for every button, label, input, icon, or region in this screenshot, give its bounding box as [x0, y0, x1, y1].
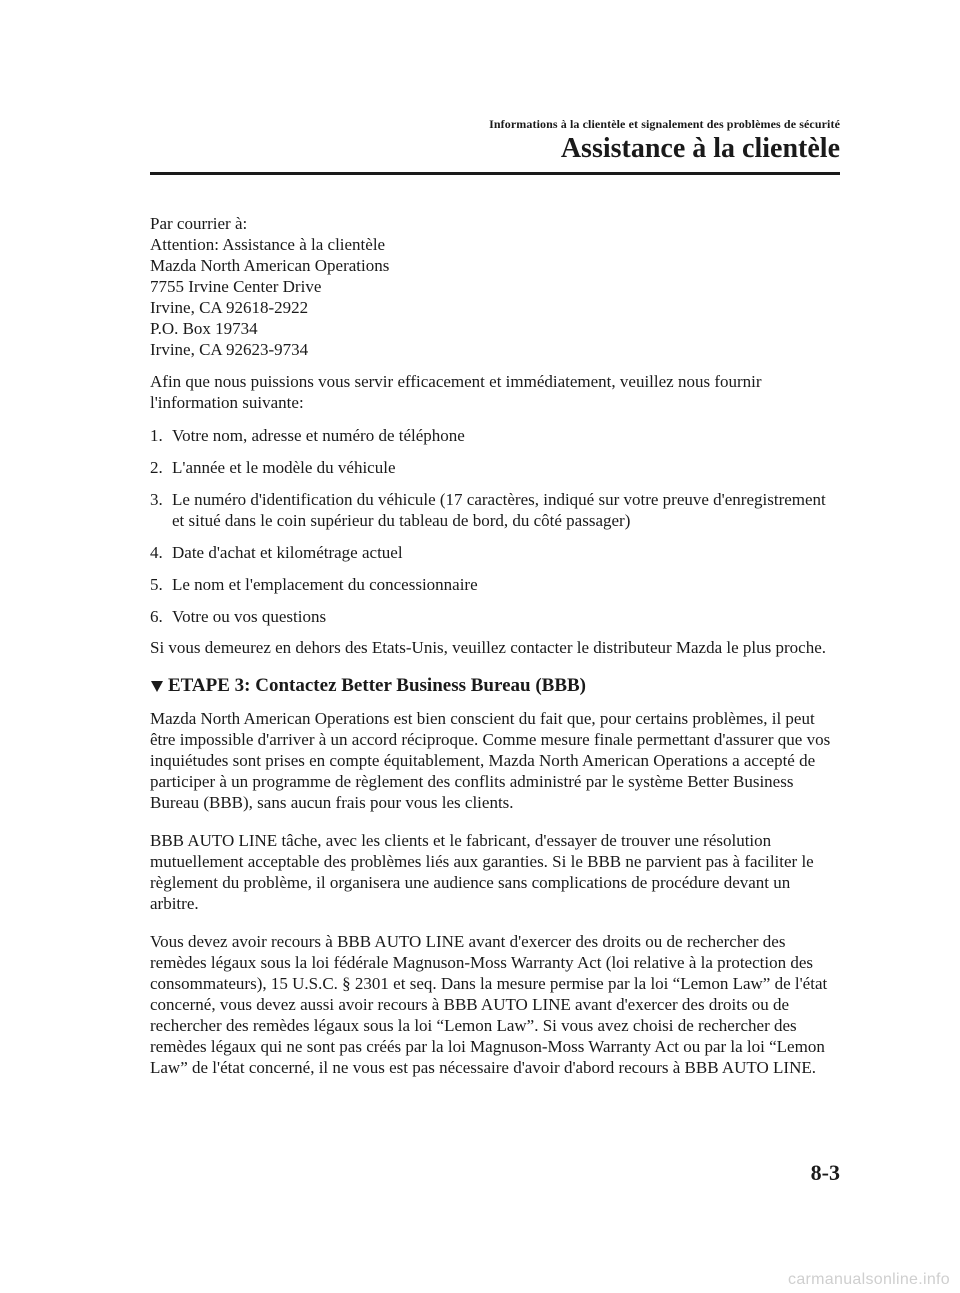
list-item — [150, 425, 840, 446]
header-divider — [150, 172, 840, 175]
address-line: Irvine, CA 92618-2922 — [150, 298, 309, 317]
list-item — [150, 542, 840, 563]
page-number: 8-3 — [810, 1160, 840, 1185]
running-header-subtitle: Informations à la clientèle et signalement des problèmes de sécurité — [489, 117, 840, 131]
list-item-text: Votre ou vos questions — [172, 607, 327, 626]
list-item-text: Le nom et l'emplacement du concessionnaire — [172, 575, 478, 594]
list-item-number: 6. — [150, 607, 163, 626]
section-heading — [150, 674, 840, 698]
list-item-text: Le numéro d'identification du véhicule (17 caractères, indiqué sur votre preuve d'enregistrement et situé dans le coin supérieur du tableau de bord, du côté passager) — [172, 490, 826, 530]
list-item-text: Votre nom, adresse et numéro de téléphone — [172, 426, 465, 445]
required-info-list — [150, 425, 840, 627]
running-header-title: Assistance à la clientèle — [560, 133, 840, 164]
address-line: Irvine, CA 92623-9734 — [150, 340, 309, 359]
intro-paragraph: Afin que nous puissions vous servir efficacement et immédiatement, veuillez nous fournir l'information suivante: — [150, 372, 762, 412]
list-item-text: Date d'achat et kilométrage actuel — [172, 543, 403, 562]
address-line: Attention: Assistance à la clientèle — [150, 235, 386, 254]
address-line: Mazda North American Operations — [150, 256, 390, 275]
page-content — [150, 213, 840, 1078]
section-paragraph-3: Vous devez avoir recours à BBB AUTO LINE avant d'exercer des droits ou de rechercher des remèdes légaux sous la loi fédérale Magnuson-Moss Warranty Act (loi relative à la protection des consommateurs), 15 U.S.C. § 2301 et seq. Dans la mesure permise par la loi “Lemon Law” de l'état concerné, vous devez aussi avoir recours à BBB AUTO LINE avant d'exercer des droits ou de rechercher des remèdes légaux sous la loi “Lemon Law”. Si vous avez choisi de rechercher des remèdes légaux qui ne sont pas créés par la loi Magnuson-Moss Warranty Act ou par la loi “Lemon Law” de l'état concerné, il ne vous est pas nécessaire d'avoir d'abord recours à BBB AUTO LINE. — [150, 932, 828, 1077]
list-item — [150, 457, 840, 478]
section-heading-text: ETAPE 3: Contactez Better Business Bureau (BBB) — [168, 675, 586, 696]
address-line: P.O. Box 19734 — [150, 319, 258, 338]
list-item — [150, 489, 840, 531]
address-line: Par courrier à: — [150, 214, 248, 233]
list-item — [150, 606, 840, 627]
list-item-number: 2. — [150, 458, 163, 477]
address-line: 7755 Irvine Center Drive — [150, 277, 322, 296]
section-paragraph-1: Mazda North American Operations est bien conscient du fait que, pour certains problèmes, il peut être impossible d'arriver à un accord réciproque. Comme mesure finale permettant d'assurer que vos inquiétudes sont prises en compte équitablement, Mazda North American Operations a accepté de participer à un programme de règlement des conflits administré par le système Better Business Bureau (BBB), sans aucun frais pour vous les clients. — [150, 709, 831, 812]
list-item-number: 4. — [150, 543, 163, 562]
list-item-number: 3. — [150, 490, 163, 509]
abroad-paragraph: Si vous demeurez en dehors des Etats-Unis, veuillez contacter le distributeur Mazda le plus proche. — [150, 638, 827, 657]
section-paragraph-2: BBB AUTO LINE tâche, avec les clients et le fabricant, d'essayer de trouver une résolution mutuellement acceptable des problèmes liés aux garanties. Si le BBB ne parvient pas à faciliter le règlement du problème, il organisera une audience sans complications de procédure devant un arbitre. — [150, 831, 814, 913]
list-item — [150, 574, 840, 595]
list-item-number: 1. — [150, 426, 163, 445]
watermark: carmanualsonline.info — [788, 1271, 950, 1288]
list-item-number: 5. — [150, 575, 163, 594]
mailing-address — [150, 213, 840, 360]
list-item-text: L'année et le modèle du véhicule — [172, 458, 396, 477]
triangle-down-icon — [150, 679, 164, 693]
